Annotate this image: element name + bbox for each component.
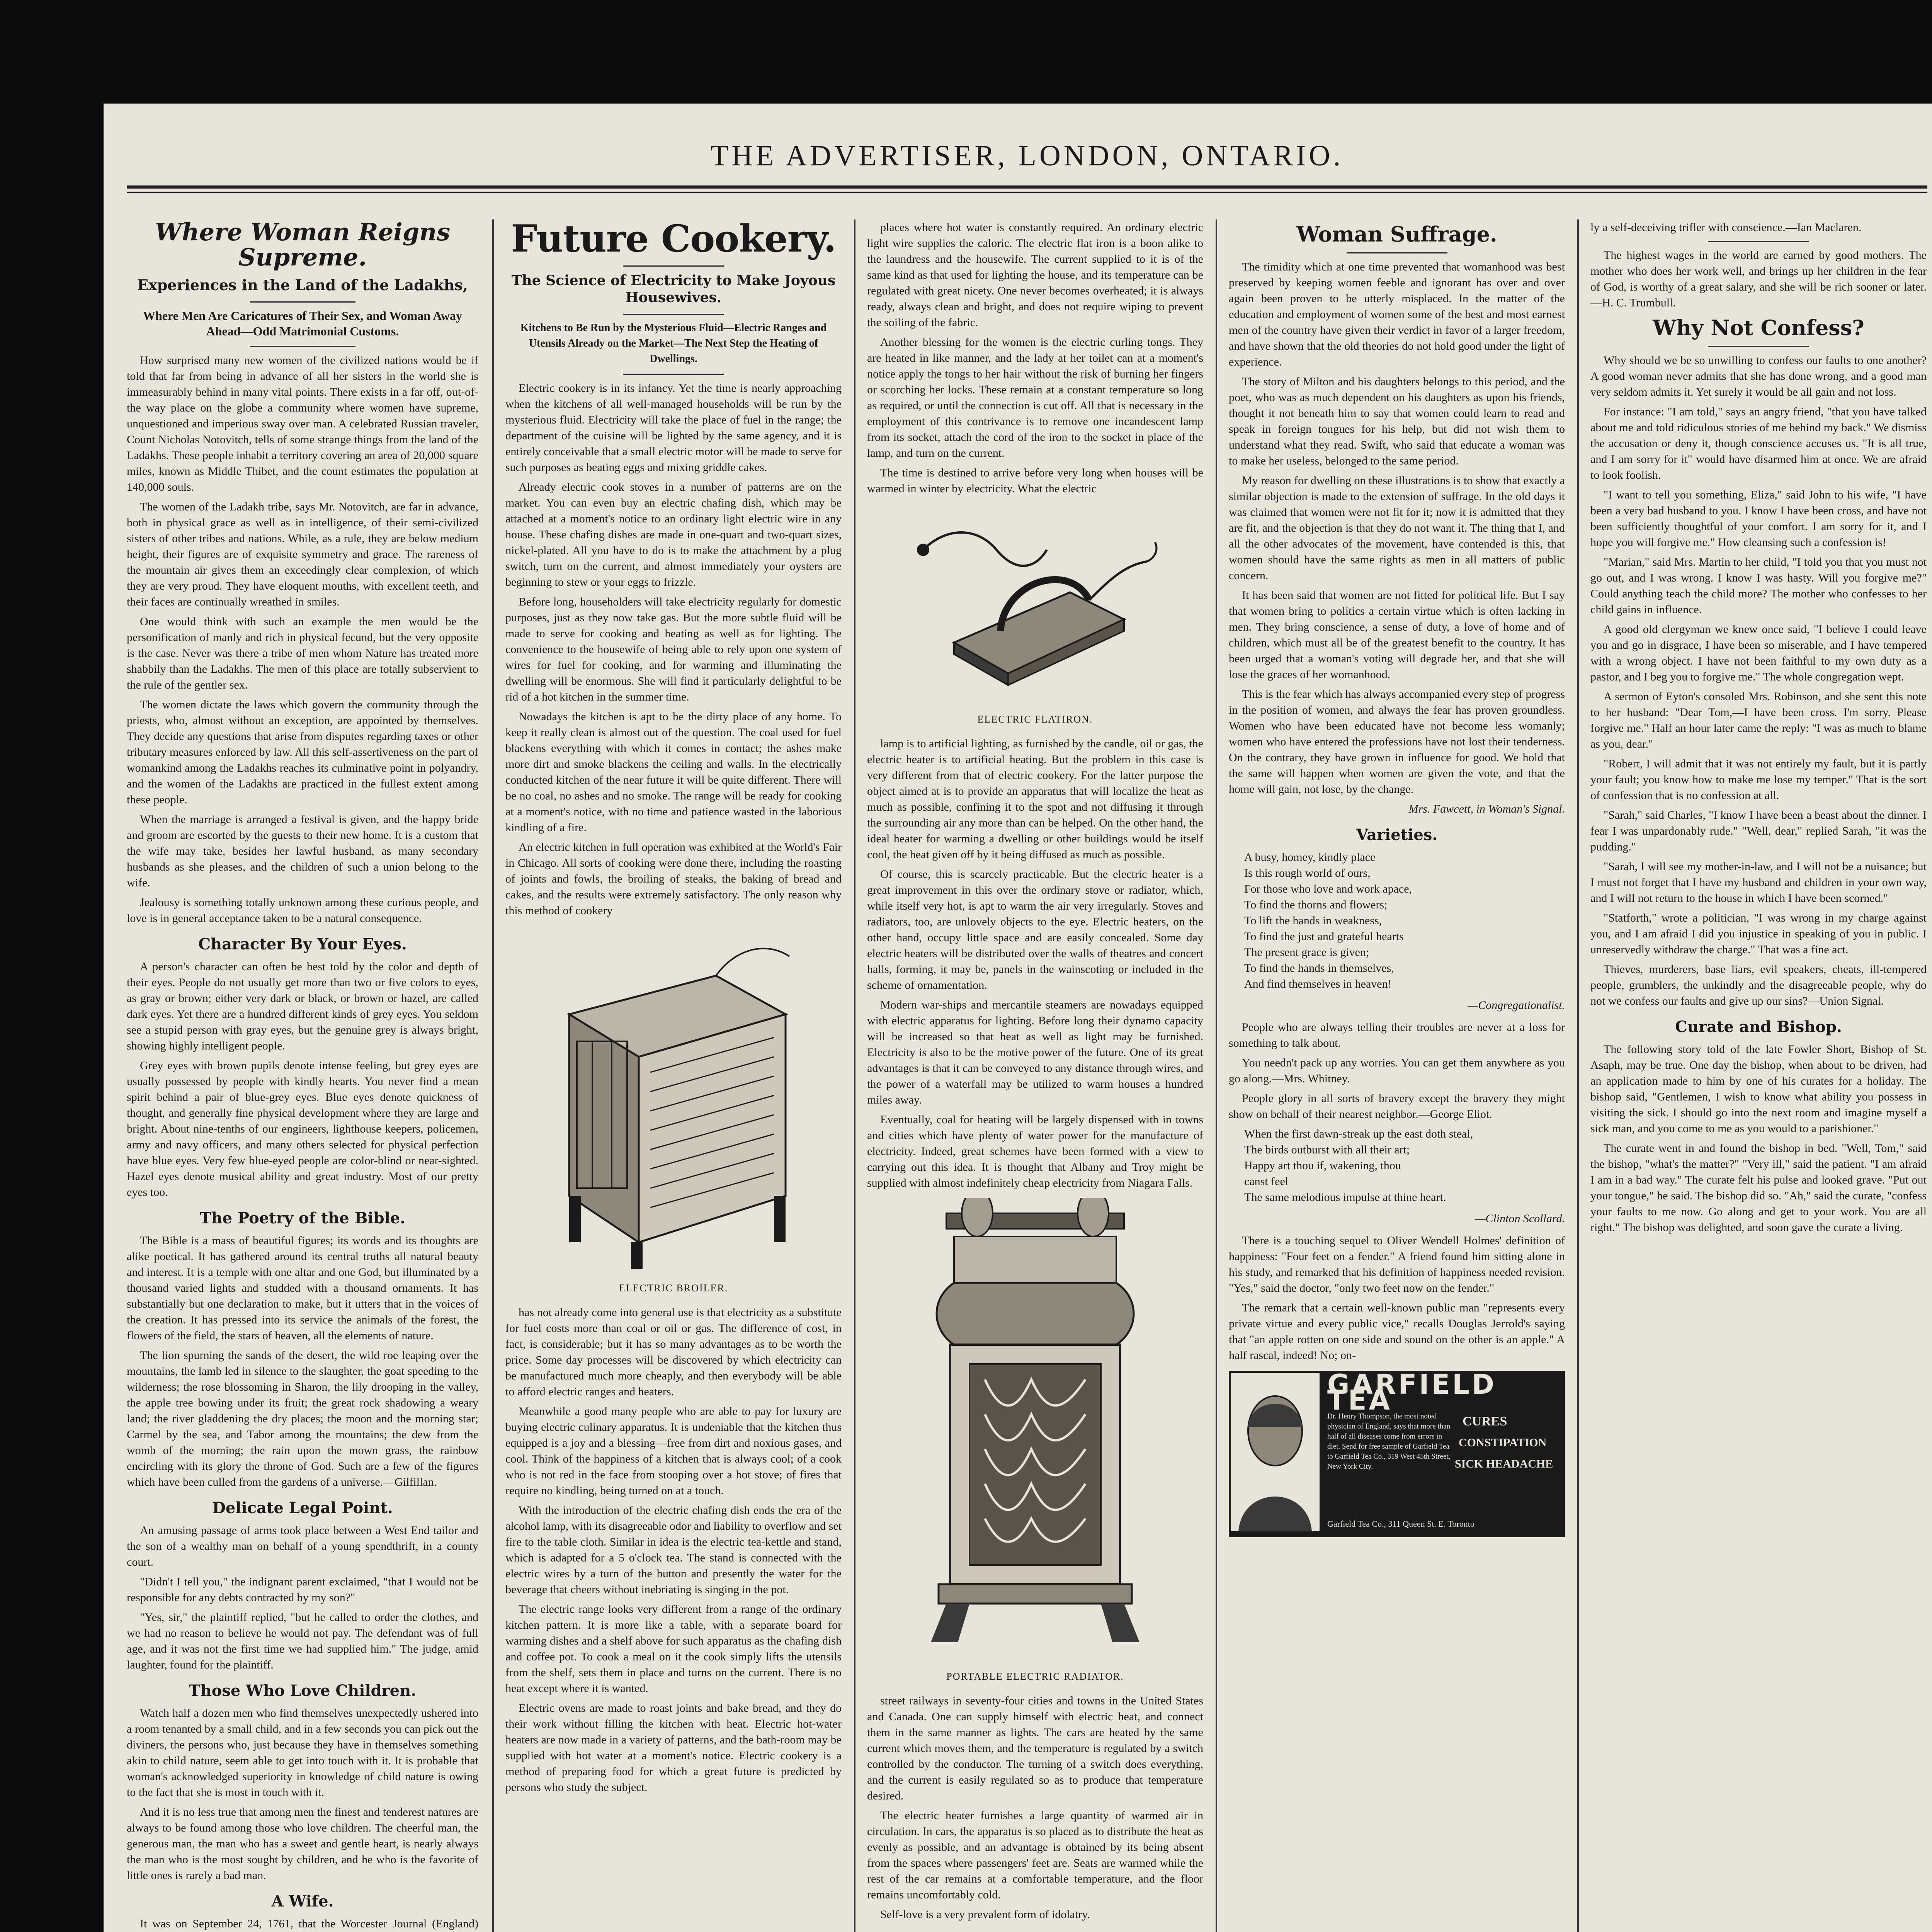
section-heading: Delicate Legal Point. xyxy=(212,1499,393,1517)
paragraph: Electric ovens are made to roast joints and bake bread, and they do their work without filling the kitchen with heat. Electric hot-water heaters are now made in a variety of patterns, and the bath-room may be supplied with hot water at a moment's notice. Electric cookery is a method of preparing food for which a great future is predicted by persons who study the subject. xyxy=(505,1701,842,1794)
column-2 xyxy=(505,219,842,1932)
paragraph: The timidity which at one time prevented that womanhood was best preserved by keeping women feeble and ignorant has over and over again been proven to be utterly misplaced. In the matter of the education and employment of women some of the best and most earnest men of the country have given their verdict in favor of a larger freedom, and have shown that the old theories do not hold good under the light of experience. xyxy=(1229,260,1565,368)
paragraph: Nowadays the kitchen is apt to be the dirty place of any home. To keep it really clean is almost out of the question. The coal used for fuel blackens everything with which it comes in contact; the ashes make more dirt and smoke blackens the ceiling and walls. In the electrically conducted kitchen of the near future it will be quite different. There will be no coal, no ashes and no smoke. The range will be ready for cooking at a moment's notice, with no time and patience wasted in the laborious kindling of a fire. xyxy=(505,710,842,834)
paragraph: "Marian," said Mrs. Martin to her child, "I told you that you must not go out, and I was wrong. I know I was hasty. Will you forgive me?" Could anything teach the child more? The mother who confesses to her child gains in influence. xyxy=(1590,555,1927,616)
paragraph: How surprised many new women of the civilized nations would be if told that far from being in advance of all her sisters in the world she is immeasurably behind in many vital points. There exists in a far off, out-of-the way place on the globe a community where women have supreme, unquestioned and imperious sway over man. A celebrated Russian traveler, Count Nicholas Notovitch, tells of some strange things from the land of the Ladakhs. These people inhabit a territory covering an area of 20,000 square miles, known as Middle Thibet, and the count estimates the population at 140,000 souls. xyxy=(127,354,478,494)
poem-line: A busy, homey, kindly place xyxy=(1244,850,1376,864)
paragraph: There is a touching sequel to Oliver Wendell Holmes' definition of happiness: "Four feet on a fender." A friend found him sitting alone in his study, and remarked that his definition of happiness needed revision. "Yes," said the doctor, "only two feet now on the fender." xyxy=(1229,1234,1565,1294)
paragraph: This is the fear which has always accompanied every step of progress in the position of women, and always the fear has proven groundless. Women who have been educated have not become less womanly; women who have entered the professions have not lost their tenderness. On the contrary, they have grown in influence for good. We hold that the same will happen when women are given the vote, and that the home will gain, not lose, by the change. xyxy=(1229,687,1565,796)
paragraph: Meanwhile a good many people who are able to pay for luxury are buying electric culinary apparatus. It is undeniable that the kitchen thus equipped is a joy and a blessing—free from dirt and noxious gases, and cool. Think of the happiness of a kitchen that is always cool; of a cook who is not red in the face from stooping over a hot stove; of fires that require no kindling, being turned on at a touch. xyxy=(505,1405,842,1497)
broiler-drawing xyxy=(534,925,813,1273)
paragraph: The lion spurning the sands of the desert, the wild roe leaping over the mountains, the lamb led in silence to the slaughter, the goat speeding to the wilderness; the rose blossoming in Sharon, the lily drooping in the valley, the apple tree bowing under its fruit; the great rock shadowing a weary land; the river gladdening the dry places; the moon and the morning star; Carmel by the sea, and Tabor among the mountains; the dew from the womb of the morning; the rain upon the mown grass, the rainbow encircling with its glory the throne of God. Such are a few of the figures which have been culled from the gardens of a universe.—Gilfillan. xyxy=(127,1349,478,1489)
paragraph: places where hot water is constantly required. An ordinary electric light wire supplies the caloric. The electric flat iron is a boon alike to the laundress and the housewife. The current supplied to it is of the same kind as that used for lighting the house, and its temperature can be regulated with great nicety. One never becomes overheated; it is always ready, always clean and bright, and does not require wiping to prevent the soiling of the fabric. xyxy=(867,221,1203,329)
paragraph: And it is no less true that among men the finest and tenderest natures are always to be found among those who love children. The cheerful man, the generous man, the man who has a sweet and gentle heart, is nearly always the man who is the most sought by children, and he who is the favorite of little ones is rarely a bad man. xyxy=(127,1806,478,1882)
poem-line: To find the thorns and flowers; xyxy=(1244,898,1388,911)
paragraph: The electric heater furnishes a large quantity of warmed air in circulation. In cars, the apparatus is so placed as to distribute the heat as evenly as possible, and an advantage is obtained by its being absent from the spaces where passengers' feet are. Seats are warmed while the rest of the car remains at a comfortable temperature, and the floor remains uncomfortably cold. xyxy=(867,1809,1203,1901)
electric-radiator-illustration xyxy=(900,1198,1170,1662)
paragraph: People glory in all sorts of bravery except the bravery they might show on behalf of their nearest neighbor.—George Eliot. xyxy=(1229,1092,1565,1121)
paragraph: The women of the Ladakh tribe, says Mr. Notovitch, are far in advance, both in physical grace as well as in intelligence, of their semi-civilized sisters of other tribes and nations. While, as a rule, they are below medium height, their figures are of exquisite symmetry and grace. The rareness of the mountain air gives them an exceedingly clear complexion, of which they are very proud. They have eloquent mouths, with excellent teeth, and their faces are continually wreathed in smiles. xyxy=(127,500,478,609)
paragraph: A person's character can often be best told by the color and depth of their eyes. People do not usually get more than two or five colors to eyes, as gray or brown; either very dark or black, or brown or hazel, are called dark eyes. Yet there are a hundred different kinds of grey eyes. You seldom see a stupid person with gray eyes, but the genuine grey is always bright, showing highly intelligent people. xyxy=(127,960,478,1053)
portrait-icon xyxy=(1231,1373,1320,1531)
poem-line: And find themselves in heaven! xyxy=(1244,977,1392,990)
ad-brand: GARFIELD TEA xyxy=(1327,1368,1497,1416)
newspaper-page xyxy=(104,104,1932,1932)
section-heading: Those Who Love Children. xyxy=(189,1682,417,1700)
paragraph: Modern war-ships and mercantile steamers are nowadays equipped with electric apparatus for lighting. Before long their dynamo capacity will be increased so that heat as well as light may be furnished. Electricity is also to be the motive power of the future. One of its great advantages is that it can be conveyed to any distance through wires, and the power of a waterfall may be utilized to warm houses a hundred miles away. xyxy=(867,998,1203,1106)
radiator-drawing xyxy=(900,1198,1170,1662)
paragraph: An amusing passage of arms took place between a West End tailor and the son of a wealthy man on behalf of a young spendthrift, in a county court. xyxy=(127,1524,478,1569)
ad-sick-headache: SICK HEADACHE xyxy=(1455,1457,1553,1470)
paragraph: Jealousy is something totally unknown among these curious people, and love is in general acceptance taken to be a natural consequence. xyxy=(127,896,478,925)
ad-body: Dr. Henry Thompson, the most noted physician of England, says that more than half of all diseases come from errors in diet. Send for free sample of Garfield Tea to Garfield Tea Co., 319 West 45th Street, New York City. xyxy=(1327,1412,1451,1471)
ad-constipation: CONSTIPATION xyxy=(1459,1436,1547,1449)
section-heading: The Poetry of the Bible. xyxy=(199,1209,406,1228)
figure-caption: ELECTRIC FLATIRON. xyxy=(977,714,1093,725)
paragraph: The story of Milton and his daughters belongs to this period, and the poet, who was as much dependent on his daughters as upon his friends, thought it not beneath him to say that women could learn to read and speak in foreign tongues for his help, but did not wish them to understand what they read. Swift, who said that educate a woman was to make her useless, belonged to the same period. xyxy=(1229,375,1565,467)
column-1 xyxy=(127,219,478,1932)
paragraph: Another blessing for the women is the electric curling tongs. They are heated in like manner, and the lady at her toilet can at a moment's notice apply the tongs to her hair without the risk of burning her fingers or scorching her locks. These remain at a constant temperature so long as required, or until the connection is cut off. All that is necessary in the employment of this contrivance is to remove one incandescent lamp from its socket, attach the cord of the iron to the socket in place of the lamp, and turn on the current. xyxy=(867,336,1203,459)
paragraph: A good old clergyman we knew once said, "I believe I could leave you and go in disgrace, I have been so miserable, and I have tempered with a wrong object. I have not been faithful to my own duty as a pastor, and I beg you to forgive me." The whole congregation wept. xyxy=(1590,622,1927,683)
article-headline: Woman Suffrage. xyxy=(1296,222,1497,247)
divider xyxy=(623,314,724,315)
paragraph: street railways in seventy-four cities and towns in the United States and Canada. One can supply himself with electric heat, and connect them in the same manner as lights. The cars are heated by the same current which moves them, and the temperature is regulated by a switch controlled by the conductor. The turning of a switch does everything, and the current is easily regulated so as to produce that temperature desired. xyxy=(867,1694,1203,1802)
poem xyxy=(1244,849,1565,992)
article-subdeck: Where Men Are Caricatures of Their Sex, and Woman Away Ahead—Odd Matrimonial Customs. xyxy=(143,309,463,338)
paragraph: "Statforth," wrote a politician, "I was wrong in my charge against you, and I am afraid I did you injustice in speaking of you in public. I unreservedly withdraw the charge." That was a fine act. xyxy=(1590,911,1927,956)
paragraph: Of course, this is scarcely practicable. But the electric heater is a great improvement in this over the ordinary stove or radiator, which, while itself very hot, is apt to warm the air very irregularly. Stoves and radiators, too, are unlovely objects to the eye. Electric heaters, on the other hand, occupy little space and are easily concealed. Some day electric heaters will be distributed over the walls of theatres and concert halls, forming, it may be, panels in the wainscoting or included in the scheme of ornamentation. xyxy=(867,868,1203,992)
divider xyxy=(250,346,355,347)
paragraph: ly a self-deceiving trifler with conscience.—Ian Maclaren. xyxy=(1590,221,1862,234)
section-heading: Character By Your Eyes. xyxy=(198,935,407,954)
poem-line: To lift the hands in weakness, xyxy=(1244,914,1382,927)
divider xyxy=(250,301,355,303)
garfield-tea-advertisement xyxy=(1229,1368,1565,1537)
paragraph: The remark that a certain well-known public man "represents every private virtue and every public vice," recalls Douglas Jerrold's saying that "an apple rotten on one side and sound on the other is an apple." A half rascal, indeed! No; on- xyxy=(1229,1301,1565,1362)
column-rule xyxy=(492,219,494,1932)
paragraph: Before long, householders will take electricity regularly for domestic purposes, just as they now take gas. But the more subtle fluid will be made to serve for cooking and heating as well as for lighting. The convenience to the housewife of being able to rely upon one system of wires for fuel for cooking, and for warming and illuminating the dwelling will be enormous. She will find it particularly delightful to be rid of a hot kitchen in the summer time. xyxy=(505,595,842,703)
citation: —Congregationalist. xyxy=(1468,998,1565,1012)
paragraph: People who are always telling their troubles are never at a loss for something to talk about. xyxy=(1229,1020,1565,1049)
column-rule xyxy=(854,219,855,1932)
poem-line: Happy art thou if, wakening, thou xyxy=(1244,1159,1401,1172)
masthead: THE ADVERTISER, LONDON, ONTARIO. xyxy=(710,139,1344,172)
masthead-rule xyxy=(127,185,1927,189)
byline: Mrs. Fawcett, in Woman's Signal. xyxy=(1408,802,1565,815)
electric-flatiron-illustration xyxy=(908,503,1163,704)
figure-caption: PORTABLE ELECTRIC RADIATOR. xyxy=(946,1671,1124,1682)
paragraph: "Robert, I will admit that it was not entirely my fault, but it is partly your fault; you know how to make me lose my temper." That is the sort of confession that is no confession at all. xyxy=(1590,757,1927,802)
figure-caption: ELECTRIC BROILER. xyxy=(619,1282,728,1294)
masthead-rule-thin xyxy=(127,192,1927,193)
citation: —Clinton Scollard. xyxy=(1475,1212,1565,1225)
paragraph: "I want to tell you something, Eliza," said John to his wife, "I have been a very bad husband to you. I know I have been cross, and have not been sufficiently thoughtful of your comfort. I am sorry for it, and I hope you will forgive me." How cleansing such a confession is! xyxy=(1590,488,1927,549)
paragraph: has not already come into general use is that electricity as a substitute for fuel costs more than coal or oil or gas. The difference of cost, in fact, is considerable; but it has so many advantages as to be worth the price. Some day processes will be discovered by which electricity can be manufactured much more cheaply, and then everybody will be able to afford electric ranges and heaters. xyxy=(505,1306,842,1398)
poem-line: The birds outburst with all their art; xyxy=(1244,1143,1410,1156)
paragraph: Why should we be so unwilling to confess our faults to one another? A good woman never admits that she has done wrong, and a good man very seldom admits it. Yet surely it would be all gain and not loss. xyxy=(1590,354,1927,398)
divider xyxy=(1708,241,1809,242)
paragraph: For instance: "I am told," says an angry friend, "that you have talked about me and told ridiculous stories of me behind my back." We dismiss the accusation or deny it, though conscience accuses us. "It is all true, and I am sorry for it" would have disarmed him at once. We are afraid to look foolish. xyxy=(1590,405,1927,481)
paragraph: It was on September 24, 1761, that the Worcester Journal (England) xyxy=(140,1917,478,1930)
paragraph: The time is destined to arrive before very long when houses will be warmed in winter by electricity. What the electric xyxy=(867,466,1203,495)
paragraph: Thieves, murderers, base liars, evil speakers, cheats, ill-tempered people, grumblers, the unkindly and the disagreeable people, why do not we confess our faults and give up our sins?—Union Signal. xyxy=(1590,963,1927,1007)
paragraph: My reason for dwelling on these illustrations is to show that exactly a similar objection is made to the extension of suffrage. In the old days it was claimed that women were not fit for it; now it is admitted that they are fit, and the objection is that they do not want it. The thing that I, and all the other advocates of the movement, have contended is this, that women should have the same rights as men in all matters of public concern. xyxy=(1229,474,1565,582)
article-headline: Future Cookery. xyxy=(511,219,836,260)
paragraph: "Sarah," said Charles, "I know I have been a beast about the dinner. I fear I was unpardonably rude." "Well, dear," replied Sarah, "it was the pudding." xyxy=(1590,808,1927,853)
paragraph: The electric range looks very different from a range of the ordinary kitchen pattern. It is more like a table, with a separate board for warming dishes and a shelf above for such apparatus as the chafing dish and coffee pot. To cook a meal on it the cook simply lifts the utensils from the shelf, sets them in place and turns on the current. There is no heat except where it is wanted. xyxy=(505,1602,842,1695)
flatiron-drawing xyxy=(908,503,1163,704)
column-rule xyxy=(1216,219,1217,1932)
paragraph: The following story told of the late Fowler Short, Bishop of St. Asaph, may be true. One day the bishop, when about to be driven, had an application made to him by one of his curates for a holiday. The bishop said, "Gentlemen, I wish to know what ability you possess in visiting the sick. I should go into the next room and imagine myself a sick man, and you come to me as you would to a parishioner." xyxy=(1590,1043,1927,1135)
paragraph: You needn't pack up any worries. You can get them anywhere as you go along.—Mrs. Whitney. xyxy=(1229,1056,1565,1085)
paragraph: One would think with such an example the men would be the personification of manly and rich in physical fecund, but the very opposite is the case. Never was there a tribe of men whom Nature has treated more shabbily than the Ladakhs. The men of this place are totally subservient to the rule of the gentler sex. xyxy=(127,615,478,692)
article-headline: Why Not Confess? xyxy=(1653,315,1864,340)
poem-line: canst feel xyxy=(1244,1175,1289,1188)
paragraph: Grey eyes with brown pupils denote intense feeling, but grey eyes are usually possessed by people with kindly hearts. You never find a mean spirit behind a pair of blue-grey eyes. Blue eyes denote quickness of thought, and generally fine physical development where they are large and bright. About nine-tenths of our engineers, lighthouse keepers, policemen, army and navy officers, and many others selected for physical perfection have blue eyes. Very few blue-eyed people are color-blind or near-sighted. Hazel eyes denote musical ability and great industry. Most of our pretty eyes too. xyxy=(127,1059,478,1199)
section-heading: Curate and Bishop. xyxy=(1675,1017,1842,1036)
paragraph: An electric kitchen in full operation was exhibited at the World's Fair in Chicago. All sorts of cooking were done there, including the roasting of joints and fowls, the broiling of steaks, the baking of bread and cakes, and the results were extremely satisfactory. The only reason why this method of cookery xyxy=(505,840,842,917)
divider xyxy=(623,265,724,267)
paragraph: Already electric cook stoves in a number of patterns are on the market. You can even buy an electric chafing dish, which may be attached at a moment's notice to an ordinary light electric wire in any house. These chafing dishes are made in one-quart and two-quart sizes, nickel-plated. All you have to do is to make the attachment by a plug switch, turn on the current, and almost immediately your oysters are beginning to stew or your eggs to frizzle. xyxy=(505,480,842,588)
column-5 xyxy=(1590,219,1927,1932)
article-subdeck: Kitchens to Be Run by the Mysterious Fluid—Electric Ranges and Utensils Already on the Market—The Next Step the Heating of Dwellings. xyxy=(520,321,827,365)
column-3 xyxy=(867,219,1203,1932)
divider xyxy=(1347,252,1447,253)
poem-line: The same melodious impulse at thine heart. xyxy=(1244,1190,1446,1204)
paragraph: Electric cookery is in its infancy. Yet the time is nearly approaching when the kitchens of all well-managed households will be run by the mysterious fluid. Electricity will take the place of fuel in the range; the department of the cuisine will be lighted by the same agency, and it is entirely conceivable that a small electric motor will be made to serve for such purposes as beating eggs and mixing griddle cakes. xyxy=(505,381,842,474)
section-heading: Varieties. xyxy=(1356,825,1438,844)
article-deck: Experiences in the Land of the Ladakhs, xyxy=(137,276,468,294)
poem-line: When the first dawn-streak up the east doth steal, xyxy=(1244,1127,1473,1140)
divider xyxy=(623,374,724,375)
article-deck: The Science of Electricity to Make Joyous Housewives. xyxy=(511,272,836,306)
paragraph: The highest wages in the world are earned by good mothers. The mother who does her work well, and brings up her children in the fear of God, is worthy of a great salary, and she will be rich sooner or later.—H. C. Trumbull. xyxy=(1590,249,1927,309)
article-headline: Where Woman Reigns Supreme. xyxy=(155,219,451,272)
paragraph: Self-love is a very prevalent form of idolatry. xyxy=(880,1908,1090,1921)
paragraph: Watch half a dozen men who find themselves unexpectedly ushered into a room tenanted by a small child, and in a few seconds you can pick out the diviners, the persons who, just because they have in themselves something akin to child nature, seem able to get into touch with it. It is probable that woman's acknowledged superiority in knowledge of child nature is owing to the fact that she is most in touch with it. xyxy=(127,1707,478,1799)
paragraph: lamp is to artificial lighting, as furnished by the candle, oil or gas, the electric heater is to artificial heating. But the problem in this case is very different from that of electric cookery. For the latter purpose the object aimed at is to provide an apparatus that will localize the heat as much as possible, confining it to the spot and not diffusing it through the surrounding air any more than can be helped. On the other hand, the ideal heater for warming a dwelling or other buildings would be itself cool, the heat given off by it being diffused as much as possible. xyxy=(867,737,1203,861)
paragraph: "Didn't I tell you," the indignant parent exclaimed, "that I would not be responsible for any debts contracted by my son?" xyxy=(127,1575,478,1604)
ad-footer: Garfield Tea Co., 311 Queen St. E. Toronto xyxy=(1327,1519,1475,1529)
poem-line: The present grace is given; xyxy=(1244,946,1369,959)
paragraph: "Sarah, I will see my mother-in-law, and I will not be a nuisance; but I must not forget that I have my husband and children in your own way, and I will not return to the house in which I have been scorned." xyxy=(1590,860,1927,905)
paragraph: "Yes, sir," the plaintiff replied, "but he called to order the clothes, and we had no reason to believe he would not pay. The defendant was of full age, and it was not the first time we had supplied him." The judge, amid laughter, found for the plaintiff. xyxy=(127,1611,478,1672)
poem-line: To find the just and grateful hearts xyxy=(1244,930,1404,943)
poem-line: Is this rough world of ours, xyxy=(1244,866,1371,879)
column-4 xyxy=(1229,219,1565,1932)
poem-line: To find the hands in themselves, xyxy=(1244,961,1394,975)
electric-broiler-illustration xyxy=(534,925,813,1273)
paragraph: With the introduction of the electric chafing dish ends the era of the alcohol lamp, with its disagreeable odor and liability to overflow and set fire to the table cloth. Similar in idea is the electric tea-kettle and stand, which is adapted for a 5 o'clock tea. The stand is connected with the electric wires by a turn of the button and presently the water for the beverage that cheers without inebriating is singing in the pot. xyxy=(505,1503,842,1596)
paragraph: The women dictate the laws which govern the community through the priests, who, almost without an exception, are appointed by themselves. They decide any questions that arise from disputes regarding taxes or other tributary measures enforced by law. All this self-assertiveness on the part of womankind among the Ladakhs reaches its culminative point in polyandry, and the women of the Ladakhs are practiced in the fullest extent among these people. xyxy=(127,698,478,806)
paragraph: The Bible is a mass of beautiful figures; its words and its thoughts are alike poetical. It has gathered around its central truths all natural beauty and interest. It is a temple with one altar and one God, but illuminated by a thousand varied lights and studded with a thousand ornaments. It has substantially but one declaration to make, but it utters that in the voices of the creation. It has pressed into its service the animals of the forest, the flowers of the field, the stars of heaven, all the elements of nature. xyxy=(127,1234,478,1342)
column-rule xyxy=(1577,219,1579,1932)
paragraph: When the marriage is arranged a festival is given, and the happy bride and groom are escorted by the guests to their new home. It is a custom that the wife may take, besides her lawful husband, as many secondary husbands as she pleases, and the children of such a union belong to the wife. xyxy=(127,813,478,889)
paragraph: A sermon of Eyton's consoled Mrs. Robinson, and she sent this note to her husband: "Dear Tom,—I have been cross. I'm sorry. Please forgive me." Half an hour later came the reply: "I was as much to blame as you, dear." xyxy=(1590,690,1927,750)
poem xyxy=(1244,1126,1565,1205)
divider xyxy=(1708,346,1809,347)
paragraph: Eventually, coal for heating will be largely dispensed with in towns and cities which have plenty of water power for the manufacture of electricity. Indeed, great schemes have been formed with a view to carrying out this idea. It is thought that Albany and Troy might be supplied with almost indefinitely cheap electricity from Niagara Falls. xyxy=(867,1113,1203,1189)
paragraph: It has been said that women are not fitted for political life. But I say that women bring to politics a certain virtue which is often lacking in men. They bring conscience, a sense of duty, a love of home and of children, which must all be of the greatest benefit to the country. It has been urged that a woman's voting will degrade her, and that she will lose the graces of her womanhood. xyxy=(1229,588,1565,681)
ad-cures: CURES xyxy=(1463,1414,1507,1429)
section-heading: A Wife. xyxy=(271,1892,334,1911)
poem-line: For those who love and work apace, xyxy=(1244,882,1412,895)
paragraph: The curate went in and found the bishop in bed. "Well, Tom," said the bishop, "what's the matter?" "Very ill," said the patient. "I am afraid I am in a bad way." The curate felt his pulse and looked grave. "Put out your tongue," he said. The bishop did so. "Ah," said the curate, "confess your faults to me now. Go along and get to your work. You are all right." The bishop was delighted, and soon gave the curate a living. xyxy=(1590,1141,1927,1234)
